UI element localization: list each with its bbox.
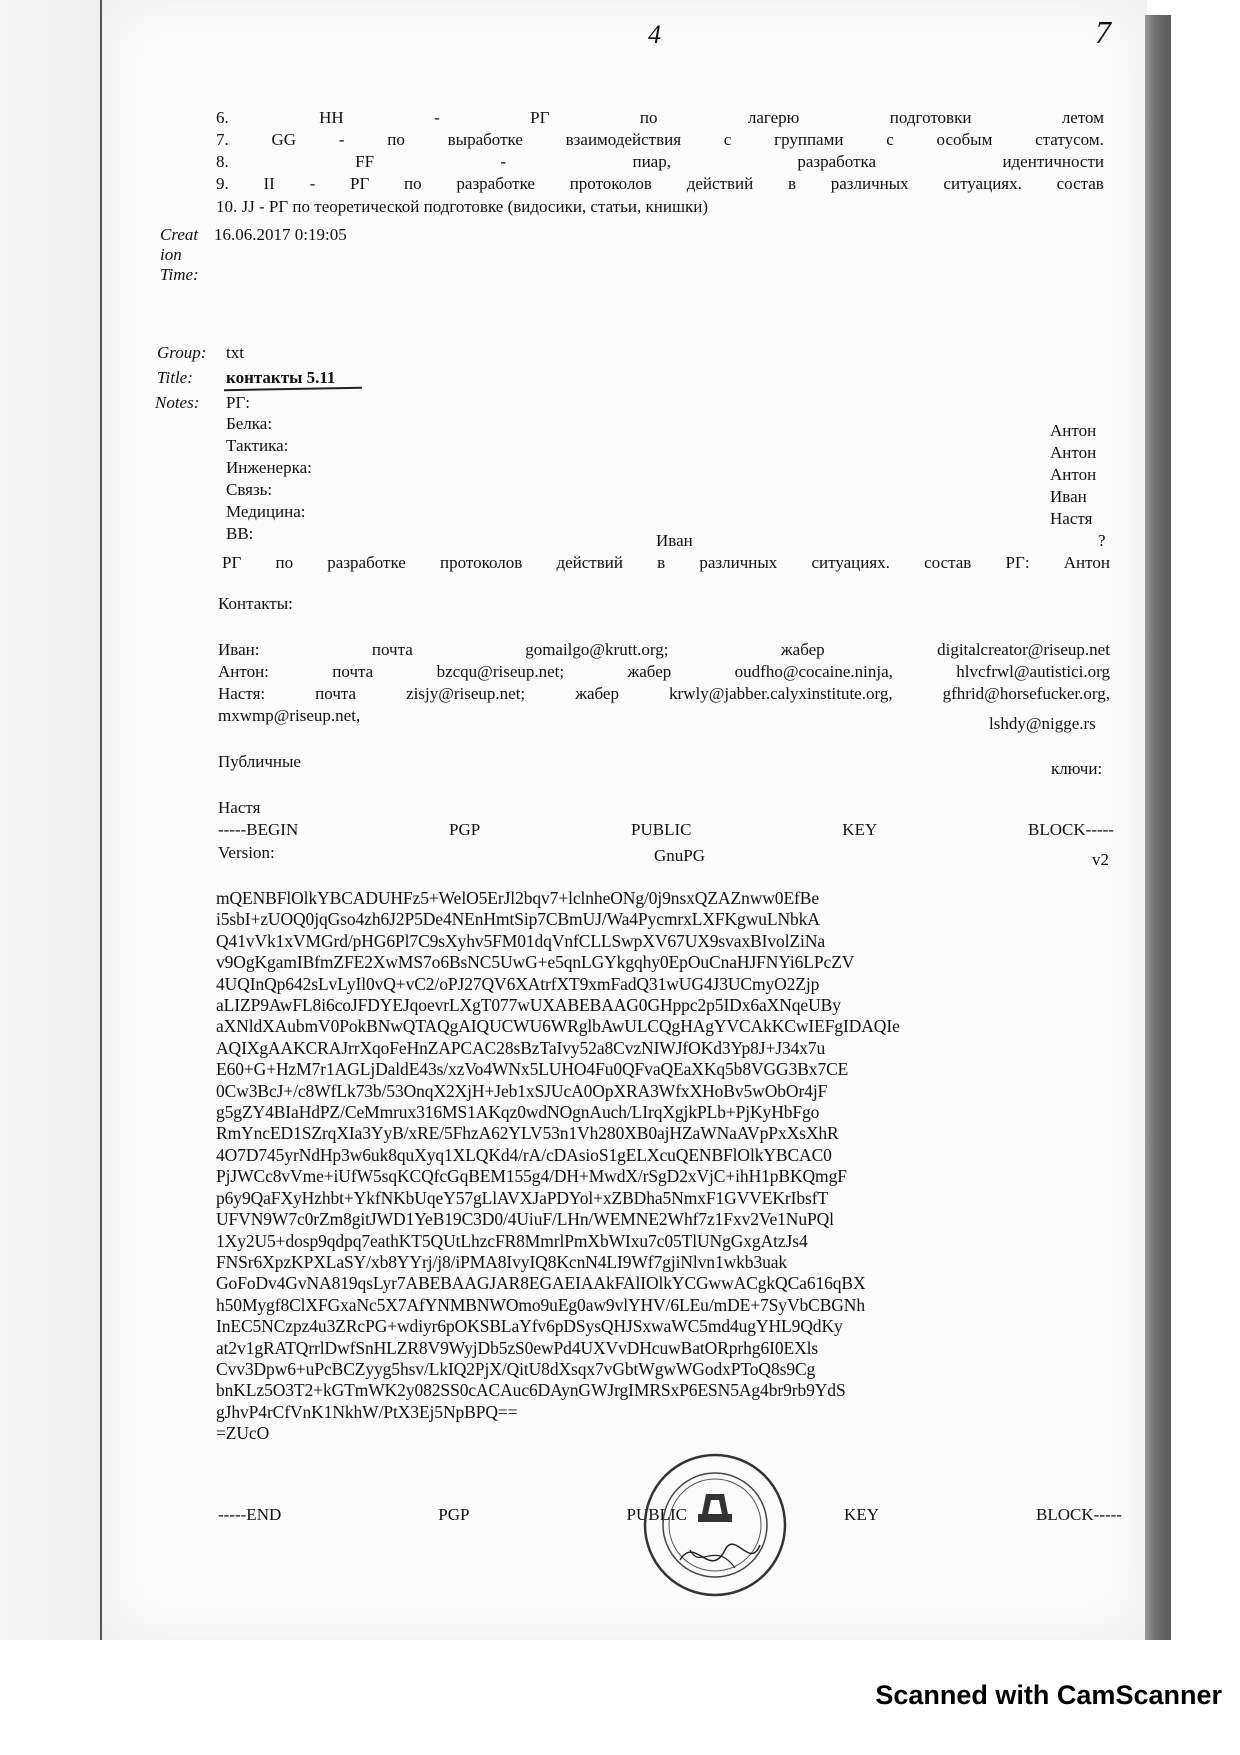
contact-anton xyxy=(218,662,1110,682)
contact-field: gfhrid@horsefucker.org, xyxy=(942,684,1110,703)
pgp-header-word: PUBLIC xyxy=(631,820,692,839)
key-line: 1Xy2U5+dosp9qdpq7eathKT5QUtLhzcFR8MmrlPmXbWIxu7c05TlUNgGxgAtzJs4 xyxy=(216,1230,808,1251)
list-word: идентичности xyxy=(1002,152,1104,171)
pgp-begin-line xyxy=(218,820,1114,840)
list-word: с xyxy=(723,130,732,149)
key-line: E60+G+HzM7r1AGLjDaldE43s/xzVo4WNx5LUHO4Fu0QFvaQEaXKq5b8VGG3Bx7CE xyxy=(216,1059,849,1080)
list-word: FF xyxy=(355,152,375,171)
list-word: статусом. xyxy=(1035,130,1104,149)
pgp-footer-word: PGP xyxy=(438,1505,470,1524)
list-word: разработке xyxy=(456,174,535,193)
list-word: по xyxy=(387,130,405,149)
notes-label: Notes: xyxy=(155,393,200,412)
key-line: PjJWCc8vVme+iUfW5sqKCQfcGqBEM155g4/DH+MwdX/rSgD2xVjC+ihH1pBKQmgF xyxy=(216,1166,847,1187)
public-keys-right: ключи: xyxy=(1051,759,1103,778)
list-word: - xyxy=(309,174,316,193)
key-line: at2v1gRATQrrlDwfSnHLZR8V9WyjDb5zS0ewPd4UXVvDHcuwBatORprhg6I0EXls xyxy=(216,1337,819,1358)
handwritten-page-number: 4 xyxy=(648,20,661,49)
contact-field: жабер xyxy=(575,684,619,703)
contact-field: zisjy@riseup.net; xyxy=(406,684,526,703)
list-word: РГ xyxy=(530,108,550,127)
key-line: Q41vVk1xVMGrd/pHG6Pl7C9sXyhv5FM01dqVnfCLLSwpXV67UX9svaxBIvolZiNa xyxy=(216,930,826,951)
list-word: протоколов xyxy=(569,174,652,193)
rg-line-word: разработке xyxy=(327,553,406,572)
key-line: aXNldXAubmV0PokBNwQTAQgAIQUCWU6WRglbAwULCQgHAgYVCAkKCwIEFgIDAQIe xyxy=(216,1016,900,1037)
contact-field: oudfho@cocaine.ninja, xyxy=(734,662,893,681)
list-word: - xyxy=(434,108,440,127)
list-word: - xyxy=(500,152,507,171)
title-label: Title: xyxy=(157,368,193,387)
contact-tail-right: lshdy@nigge.rs xyxy=(989,714,1096,733)
rg-line-word: в xyxy=(657,553,666,572)
role-member: Настя xyxy=(1050,509,1093,528)
key-line: =ZUcO xyxy=(216,1423,270,1444)
role-label: Инженерка: xyxy=(226,458,312,477)
pgp-footer-word: -----END xyxy=(218,1505,282,1524)
contact-field: digitalcreator@riseup.net xyxy=(937,640,1110,659)
rg-protocols-line xyxy=(222,553,1110,573)
rg-header: РГ: xyxy=(226,393,251,412)
pgp-footer-word: KEY xyxy=(844,1505,879,1524)
contact-field: почта xyxy=(315,684,357,703)
list-word: II xyxy=(263,174,275,193)
scanner-watermark: Scanned with CamScanner xyxy=(875,1680,1222,1710)
list-item-10: 10. JJ - РГ по теоретической подготовке (видосики, статьи, книшки) xyxy=(216,197,709,216)
version-label: Version: xyxy=(218,843,275,862)
role-member: Антон xyxy=(1050,443,1097,462)
vv-name: Иван xyxy=(656,531,693,550)
rg-line-word: Антон xyxy=(1063,553,1110,572)
list-word: состав xyxy=(1056,174,1104,193)
role-member: Антон xyxy=(1050,421,1097,440)
contact-nastya xyxy=(218,684,1110,704)
list-word: по xyxy=(404,174,422,193)
key-line: UFVN9W7c0rZm8gitJWD1YeB19C3D0/4UiuF/LHn/WEMNE2Whf7z1Fxv2Ve1NuPQl xyxy=(216,1209,834,1230)
contact-field: жабер xyxy=(780,640,825,659)
key-line: 0Cw3BcJ+/c8WfLk73b/53OnqX2XjH+Jeb1xSJUcA0OpXRA3WfxXHoBv5wObOr4jF xyxy=(216,1080,828,1101)
key-line: AQIXgAAKCRAJrrXqoFeHnZAPCAC28sBzTaIvy52a8CvzNIWJfOKd3Yp8J+J34x7u xyxy=(216,1037,826,1058)
list-word: различных xyxy=(830,174,909,193)
version-end: v2 xyxy=(1092,850,1109,869)
list-word: HH xyxy=(319,108,344,127)
rg-line-word: действий xyxy=(556,553,623,572)
list-word: GG xyxy=(271,130,297,149)
group-value: txt xyxy=(226,343,244,362)
vv-role: ВВ: xyxy=(226,524,254,543)
role-label: Связь: xyxy=(226,480,273,499)
list-word: 7. xyxy=(216,130,229,149)
rg-line-word: по xyxy=(275,553,294,572)
contact-field: hlvcfrwl@autistici.org xyxy=(956,662,1110,681)
official-stamp xyxy=(640,1450,790,1600)
list-word: 9. xyxy=(216,174,229,193)
list-word: особым xyxy=(936,130,993,149)
list-word: по xyxy=(639,108,658,127)
contact-field: gomailgo@krutt.org; xyxy=(525,640,669,659)
list-word: подготовки xyxy=(889,108,972,127)
contact-field: Антон: xyxy=(218,662,269,681)
list-word: действий xyxy=(686,174,754,193)
title-value: контакты 5.11 xyxy=(226,368,336,387)
rg-line-word: ситуациях. xyxy=(811,553,890,572)
list-item-9 xyxy=(216,174,1104,194)
group-label: Group: xyxy=(157,343,207,362)
role-member: Иван xyxy=(1050,487,1087,506)
key-line: FNSr6XpzKPXLaSY/xb8YYrj/j8/iPMA8IvyIQ8KcnN4LI9Wf7gjiNlvn1wkb3uak xyxy=(216,1251,788,1272)
contact-field: krwly@jabber.calyxinstitute.org, xyxy=(669,684,893,703)
contact-field: Иван: xyxy=(218,640,260,659)
rg-line-word: РГ xyxy=(222,553,242,572)
role-label: Белка: xyxy=(226,414,273,433)
key-line: p6y9QaFXyHzhbt+YkfNKbUqeY57gLlAVXJaPDYol+xZBDha5NmxF1GVVEKrIbsfT xyxy=(216,1187,829,1208)
list-word: в xyxy=(787,174,796,193)
contact-ivan xyxy=(218,640,1110,660)
contact-tail-left: mxwmp@riseup.net, xyxy=(218,706,361,725)
key-line: GoFoDv4GvNA819qsLyr7ABEBAAGJAR8EGAEIAAkFAlIOlkYCGwwACgkQCa616qBX xyxy=(216,1273,866,1294)
list-item-7 xyxy=(216,130,1104,150)
public-keys-left: Публичные xyxy=(218,752,301,771)
key-line: 4O7D745yrNdHp3w6uk8quXyq1XLQKd4/rA/cDAsioS1gELXcuQENBFlOlkYBCAC0 xyxy=(216,1144,832,1165)
list-word: летом xyxy=(1061,108,1104,127)
pgp-key-body xyxy=(216,888,900,1445)
key-line: Cvv3Dpw6+uPcBCZyyg5hsv/LkIQ2PjX/QitU8dXsqx7vGbtWgwWGodxPToQ8s9Cg xyxy=(216,1358,816,1379)
role-member: Антон xyxy=(1050,465,1097,484)
list-item-8 xyxy=(216,152,1104,172)
list-word: 6. xyxy=(216,108,229,127)
rg-line-word: протоколов xyxy=(440,553,523,572)
list-word: РГ xyxy=(350,174,370,193)
key-owner: Настя xyxy=(218,798,261,817)
pgp-header-word: BLOCK----- xyxy=(1028,820,1114,839)
key-line: gJhvP4rCfVnK1NkhW/PtX3Ej5NpBPQ== xyxy=(216,1401,518,1422)
contact-field: жабер xyxy=(627,662,672,681)
handwritten-sheet-number: 7 xyxy=(1095,14,1111,50)
list-word: ситуациях. xyxy=(943,174,1022,193)
contact-field: почта xyxy=(371,640,413,659)
creation-label: Creat ion Time: xyxy=(160,225,199,284)
list-word: взаимодействия xyxy=(565,130,682,149)
pgp-footer-word: BLOCK----- xyxy=(1036,1505,1122,1524)
list-word: 8. xyxy=(216,152,229,171)
list-word: пиар, xyxy=(632,152,671,171)
creation-value: 16.06.2017 0:19:05 xyxy=(214,225,347,244)
rg-line-word: различных xyxy=(699,553,778,572)
list-word: группами xyxy=(774,130,844,149)
key-line: aLIZP9AwFL8i6coJFDYEJqoevrLXgT077wUXABEBAAG0GHppc2p5IDx6aXNqeUBy xyxy=(216,995,841,1016)
rg-line-word: РГ: xyxy=(1005,553,1030,572)
pgp-footer-word: PUBLIC xyxy=(626,1505,687,1524)
list-word: - xyxy=(338,130,345,149)
key-line: h50Mygf8ClXFGxaNc5X7AfYNMBNWOmo9uEg0aw9vlYHV/6LEu/mDE+7SyVbCBGNh xyxy=(216,1294,865,1315)
list-word: лагерю xyxy=(747,108,800,127)
key-line: v9OgKgamIBfmZFE2XwMS7o6BsNC5UwG+e5qnLGYkgqhy0EpOuCnaHJFNYi6LPcZV xyxy=(216,952,855,973)
key-line: g5gZY4BIaHdPZ/CeMmrux316MS1AKqz0wdNOgnAuch/LIrqXgjkPLb+PjKyHbFgo xyxy=(216,1102,820,1123)
key-line: 4UQInQp642sLvLyIl0vQ+vC2/oPJ27QV6XAtrfXT9xmFadQ31wUG4J3UCmyO2Zjp xyxy=(216,973,820,994)
pgp-header-word: PGP xyxy=(449,820,481,839)
list-item-6 xyxy=(216,108,1104,128)
key-line: mQENBFlOlkYBCADUHFz5+WelO5ErJl2bqv7+lclnheONg/0j9nsxQZAZnww0EfBe xyxy=(216,888,819,908)
key-line: RmYncED1SZrqXIa3YyB/xRE/5FhzA62YLV53n1Vh280XB0ajHZaWNaAVpPxXsXhR xyxy=(216,1123,839,1144)
list-word: выработке xyxy=(447,130,523,149)
contact-field: Настя: xyxy=(218,684,266,703)
pgp-header-word: -----BEGIN xyxy=(218,820,299,839)
vv-end: ? xyxy=(1098,531,1106,550)
scan-edge xyxy=(1145,15,1171,1640)
contact-field: почта xyxy=(332,662,374,681)
key-line: InEC5NCzpz4u3ZRcPG+wdiyr6pOKSBLaYfv6pDSysQHJSxwaWC5md4ugYHL9QdKy xyxy=(216,1316,843,1337)
list-word: с xyxy=(886,130,894,149)
list-word: разработка xyxy=(797,152,877,171)
key-line: i5sbI+zUOQ0jqGso4zh6J2P5De4NEnHmtSip7CBmUJ/Wa4PycmrxLXFKgwuLNbkA xyxy=(216,909,820,930)
pgp-header-word: KEY xyxy=(842,820,878,839)
role-label: Медицина: xyxy=(226,502,306,521)
version-mid: GnuPG xyxy=(654,846,706,865)
key-line: bnKLz5O3T2+kGTmWK2y082SS0cACAuc6DAynGWJrgIMRSxP6ESN5Ag4br9rb9YdS xyxy=(216,1380,846,1401)
scan-margin xyxy=(0,0,100,1640)
role-label: Тактика: xyxy=(226,436,289,455)
contact-field: bzcqu@riseup.net; xyxy=(436,662,565,681)
contacts-header: Контакты: xyxy=(218,594,293,613)
rg-line-word: состав xyxy=(924,553,972,572)
